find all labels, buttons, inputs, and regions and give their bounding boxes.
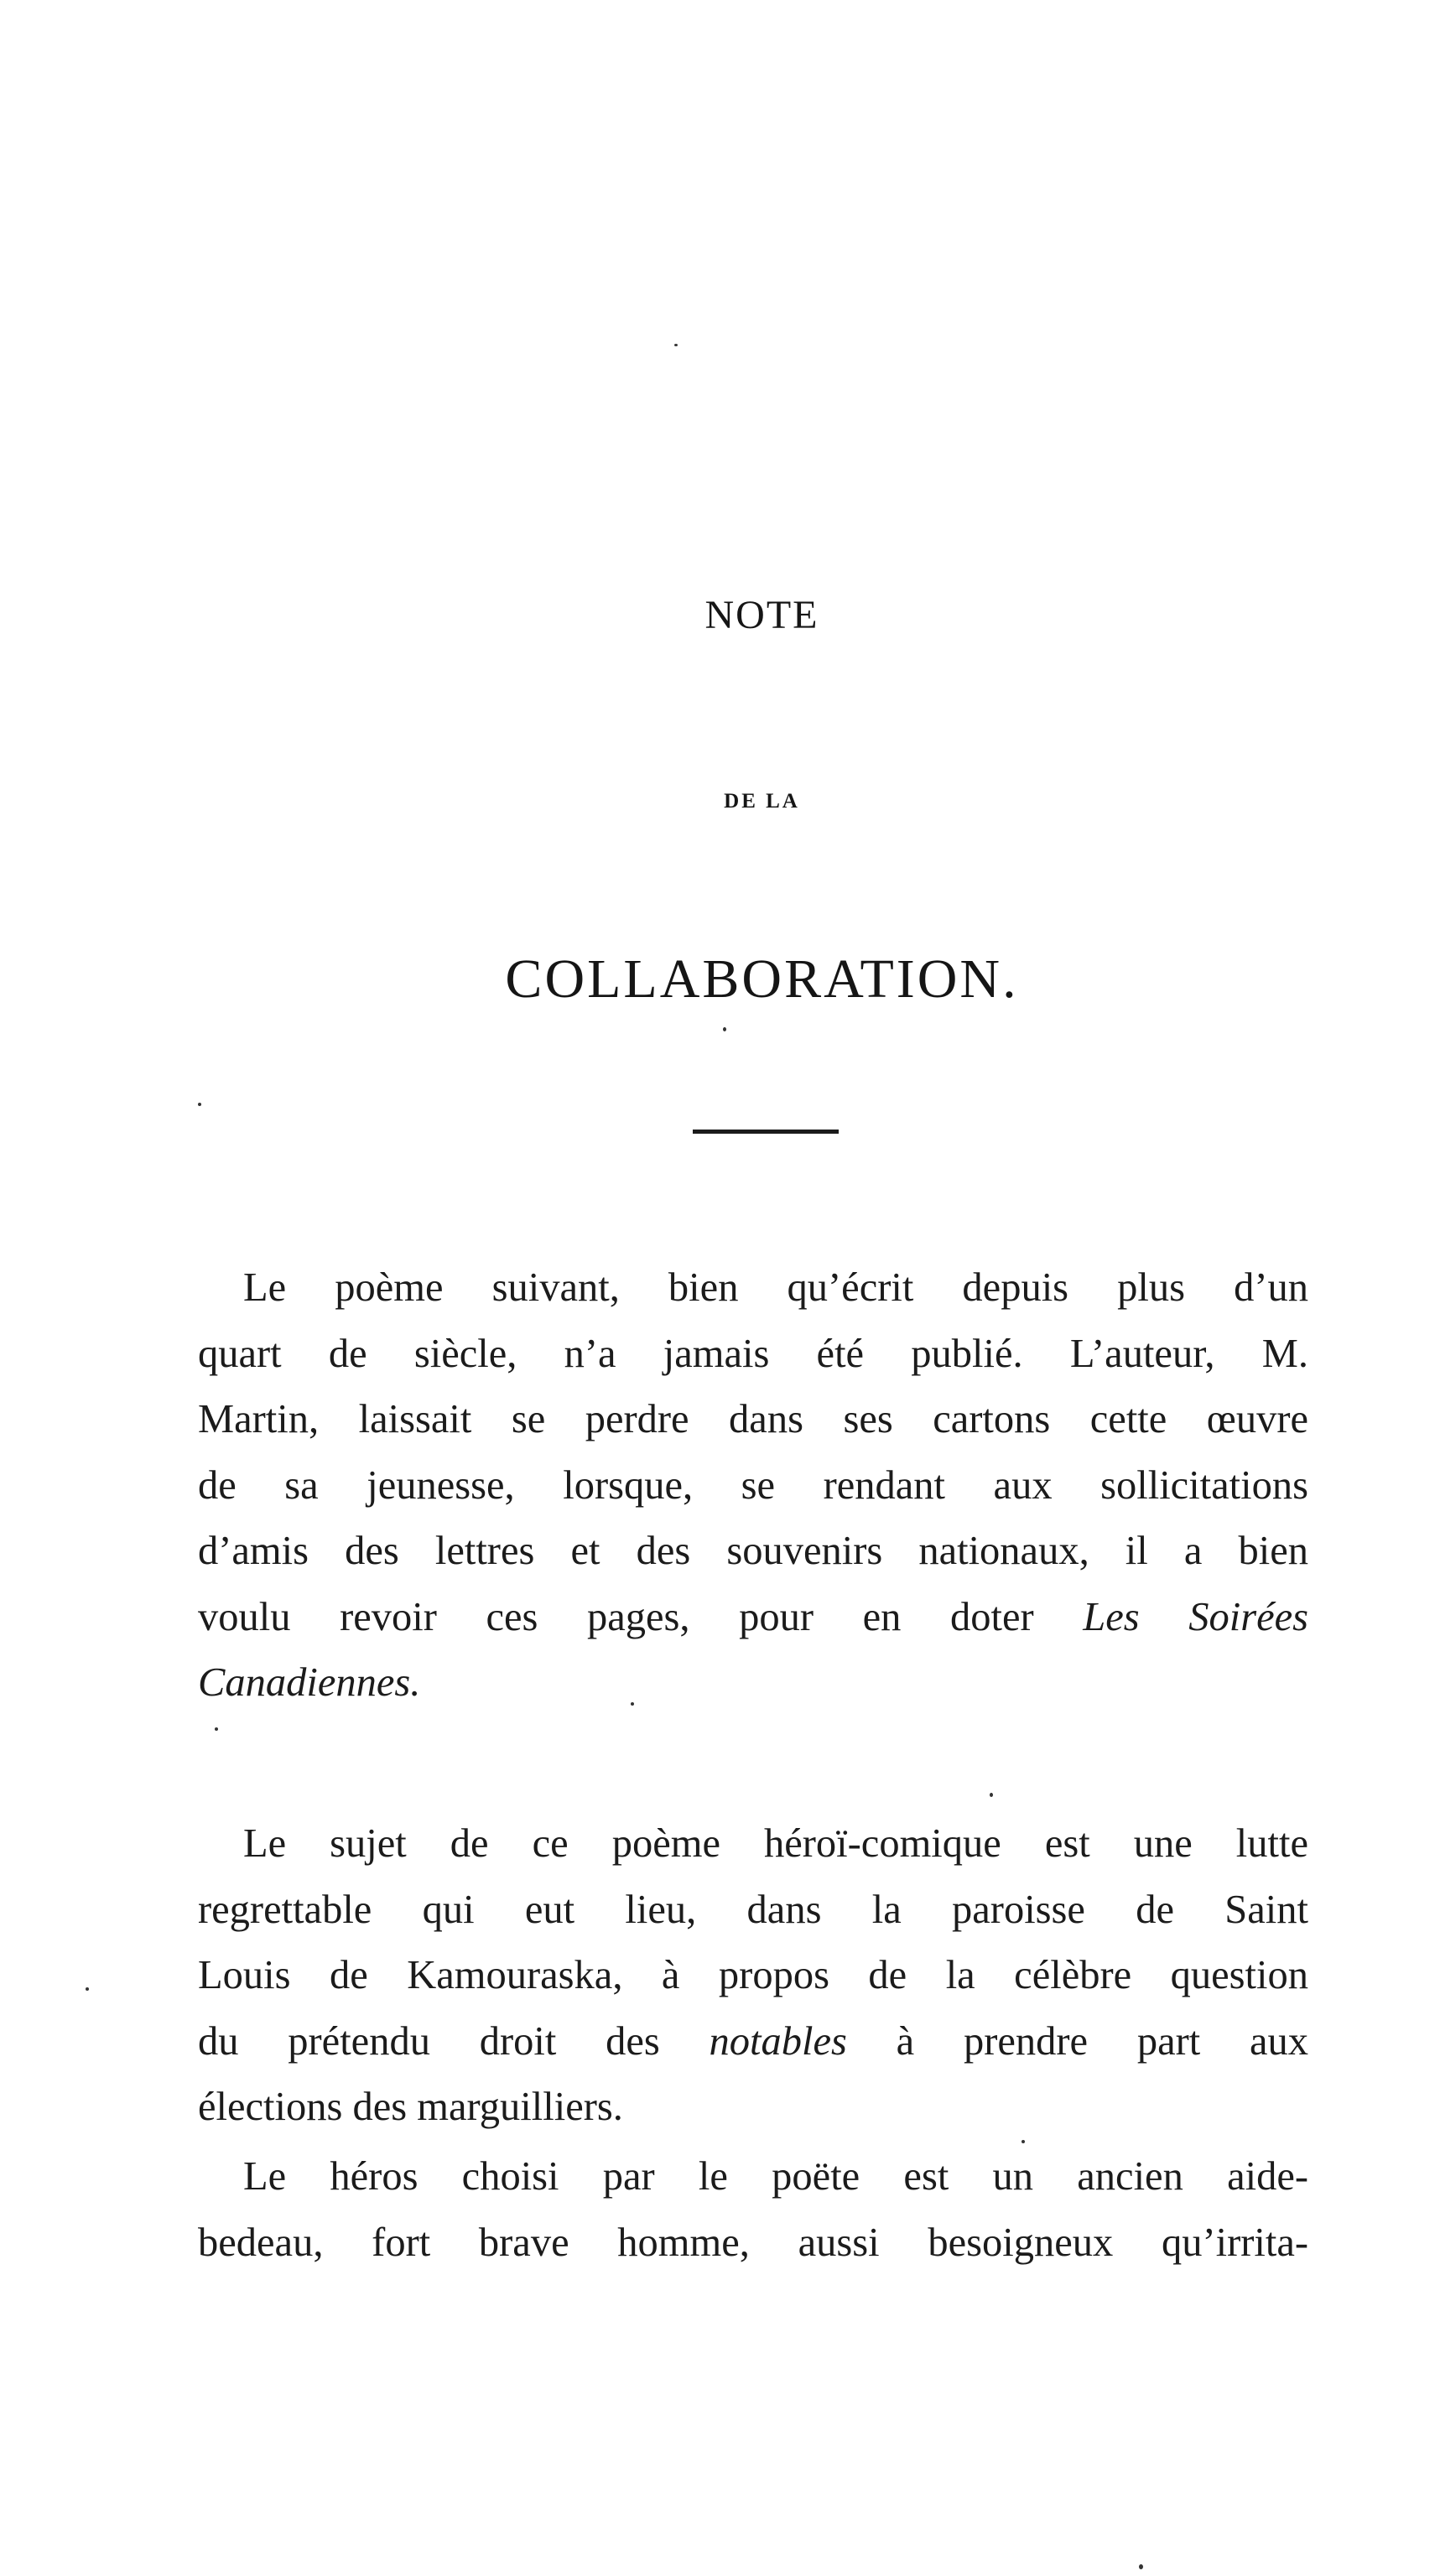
paragraph-line: d’amis des lettres et des souvenirs nationaux, il a bien xyxy=(198,1529,1308,1573)
scan-speck xyxy=(198,1103,201,1106)
paragraph-line: Le sujet de ce poème héroï-comique est une lutte xyxy=(243,1821,1308,1866)
scan-speck xyxy=(1139,2564,1143,2569)
paragraph-line: regrettable qui eut lieu, dans la paroisse de Saint xyxy=(198,1887,1308,1932)
paragraph-1 xyxy=(198,1255,1308,1716)
paragraph-line xyxy=(198,1650,1308,1716)
scan-speck xyxy=(1022,2140,1025,2143)
heading-collaboration: COLLABORATION. xyxy=(505,948,1019,1010)
paragraph-line: de sa jeunesse, lorsque, se rendant aux sollicitations xyxy=(198,1462,1308,1508)
scan-speck xyxy=(674,344,678,346)
book-title-italic: Canadiennes. xyxy=(198,1660,421,1705)
book-title-italic: Les Soirées xyxy=(1083,1594,1308,1639)
paragraph-line: voulu revoir ces pages, pour en doter Les Soirées xyxy=(198,1594,1308,1639)
paragraph-line: Martin, laissait se perdre dans ses cartons cette œuvre xyxy=(198,1397,1308,1441)
scan-speck xyxy=(215,1727,218,1731)
paragraph-line: du prétendu droit des notables à prendre part aux xyxy=(198,2018,1309,2064)
heading-note: NOTE xyxy=(704,593,819,637)
emphasis-italic: notables xyxy=(709,2018,847,2064)
section-divider xyxy=(693,1130,839,1134)
paragraph-2 xyxy=(198,1811,1308,2141)
heading-de-la: DE LA xyxy=(724,790,800,813)
paragraph-line: bedeau, fort brave homme, aussi besoigneux qu’irrita- xyxy=(198,2220,1308,2265)
scan-speck xyxy=(723,1027,726,1031)
paragraph-line: élections des marguilliers. xyxy=(198,2085,623,2129)
scan-speck xyxy=(86,1987,89,1991)
scan-speck xyxy=(631,1702,634,1706)
paragraph-line: Le héros choisi par le poëte est un ancien aide- xyxy=(243,2154,1308,2199)
paragraph-3 xyxy=(198,2144,1308,2276)
paragraph-line: quart de siècle, n’a jamais été publié. L’auteur, M. xyxy=(198,1331,1308,1376)
paragraph-line: Louis de Kamouraska, à propos de la célèbre question xyxy=(198,1953,1308,1997)
paragraph-line: Le poème suivant, bien qu’écrit depuis plus d’un xyxy=(243,1265,1308,1310)
scan-speck xyxy=(990,1793,993,1797)
